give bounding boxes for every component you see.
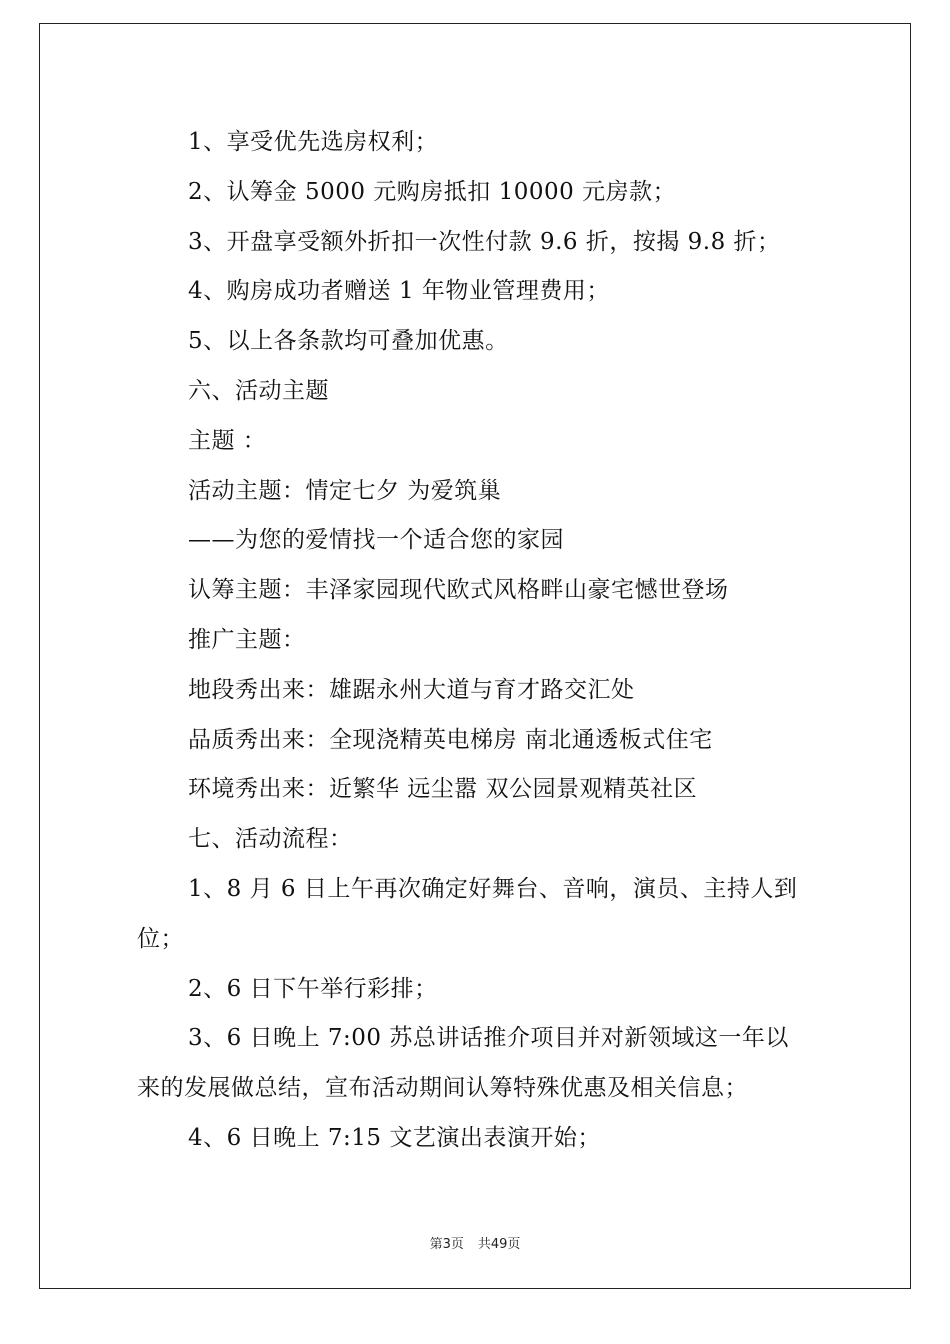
text-line: 2、6 日下午举行彩排； bbox=[188, 975, 438, 1002]
text-line: 活动主题：情定七夕 为爱筑巢 bbox=[188, 477, 502, 504]
text-line: 5、以上各条款均可叠加优惠。 bbox=[188, 328, 509, 355]
text-line: 4、6 日晚上 7:15 文艺演出表演开始； bbox=[188, 1124, 601, 1151]
page-number: 第3页 bbox=[429, 1237, 464, 1252]
text-line: ——为您的爱情找一个适合您的家园 bbox=[188, 527, 564, 554]
text-line: 七、活动流程： bbox=[188, 826, 353, 853]
text-line: 1、享受优先选房权利； bbox=[188, 129, 439, 155]
text-line: 2、认筹金 5000 元购房抵扣 10000 元房款； bbox=[188, 178, 677, 205]
text-line: 1、8 月 6 日上午再次确定好舞台、音响，演员、主持人到 bbox=[188, 875, 798, 902]
page-total: 共49页 bbox=[477, 1237, 521, 1252]
text-line: 认筹主题：丰泽家园现代欧式风格畔山豪宅憾世登场 bbox=[188, 577, 729, 604]
text-line: 来的发展做总结，宣布活动期间认筹特殊优惠及相关信息； bbox=[137, 1075, 748, 1102]
text-line: 品质秀出来：全现浇精英电梯房 南北通透板式住宅 bbox=[188, 726, 713, 753]
text-line: 位； bbox=[137, 925, 184, 952]
text-line: 环境秀出来：近繁华 远尘嚣 双公园景观精英社区 bbox=[188, 776, 698, 803]
text-line: 六、活动主题 bbox=[188, 377, 329, 404]
text-line: 推广主题： bbox=[188, 626, 306, 653]
text-line: 主题 ： bbox=[188, 427, 267, 454]
text-line: 3、开盘享受额外折扣一次性付款 9.6 折，按揭 9.8 折； bbox=[188, 228, 781, 255]
text-line: 3、6 日晚上 7:00 苏总讲话推介项目并对新领域这一年以 bbox=[188, 1025, 789, 1052]
document-body bbox=[137, 118, 837, 1164]
text-line: 4、购房成功者赠送 1 年物业管理费用； bbox=[188, 278, 610, 305]
text-line: 地段秀出来：雄踞永州大道与育才路交汇处 bbox=[188, 676, 635, 703]
page-footer bbox=[0, 1233, 950, 1252]
